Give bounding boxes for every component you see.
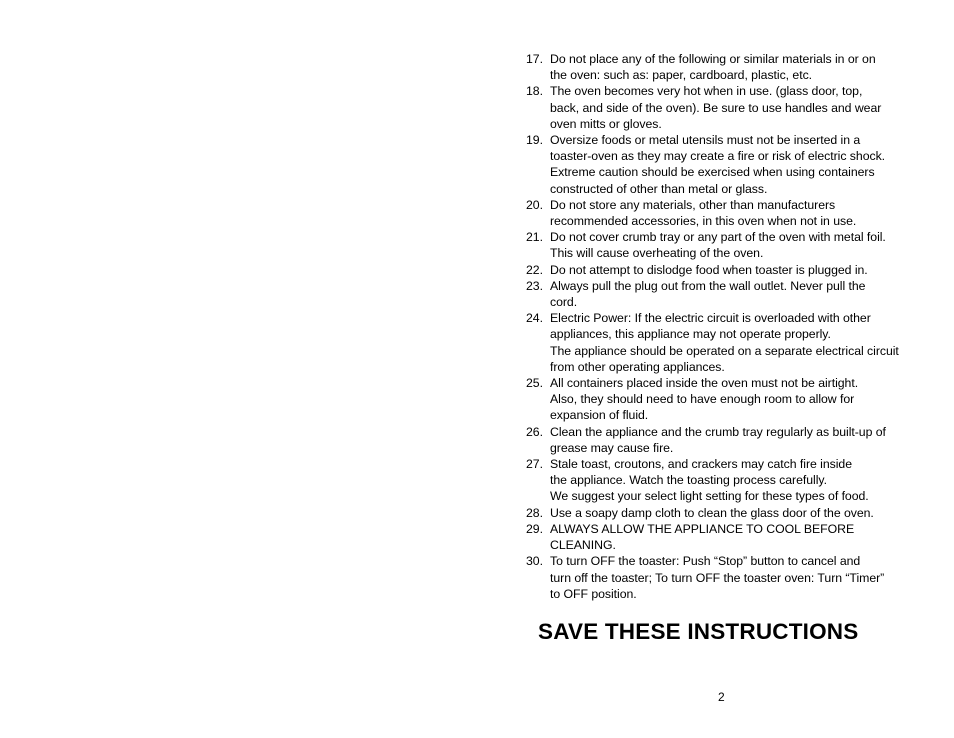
instruction-text-line: constructed of other than metal or glass. <box>550 181 768 196</box>
instruction-item <box>521 375 941 424</box>
instruction-text-line: Do not cover crumb tray or any part of the oven with metal foil. <box>550 230 886 245</box>
instruction-item <box>521 521 941 553</box>
instruction-number: 23. <box>526 278 543 293</box>
instruction-text-line: toaster-oven as they may create a fire or risk of electric shock. <box>550 149 886 164</box>
instruction-item <box>521 278 941 310</box>
instruction-number: 20. <box>526 197 543 212</box>
instruction-text-line: Use a soapy damp cloth to clean the glass door of the oven. <box>550 505 874 520</box>
instruction-text-line: All containers placed inside the oven must not be airtight. <box>550 376 859 391</box>
instruction-text-line: cord. <box>550 295 578 310</box>
instruction-item <box>521 456 941 505</box>
safety-instructions-list <box>521 51 941 602</box>
instruction-text-line: CLEANING. <box>550 538 616 553</box>
instruction-item <box>521 132 941 197</box>
instruction-text-line: Oversize foods or metal utensils must not be inserted in a <box>550 133 861 148</box>
instruction-text-line: ALWAYS ALLOW THE APPLIANCE TO COOL BEFORE <box>550 521 855 536</box>
instruction-item <box>521 262 941 278</box>
instruction-text-line: We suggest your select light setting for these types of food. <box>550 489 869 504</box>
instruction-text-line: grease may cause fire. <box>550 440 674 455</box>
instruction-item <box>521 51 941 83</box>
instruction-text-line: The oven becomes very hot when in use. (glass door, top, <box>550 84 863 99</box>
instruction-text-line: Do not attempt to dislodge food when toaster is plugged in. <box>550 262 868 277</box>
instruction-text-line: Electric Power: If the electric circuit is overloaded with other <box>550 311 871 326</box>
instruction-text-line: Extreme caution should be exercised when using containers <box>550 165 875 180</box>
instruction-text-line: Do not store any materials, other than manufacturers <box>550 197 836 212</box>
instruction-text-line: Stale toast, croutons, and crackers may catch fire inside <box>550 457 852 472</box>
instruction-item <box>521 197 941 229</box>
instruction-number: 17. <box>526 52 543 66</box>
instruction-item <box>521 310 941 375</box>
instruction-text-line: Also, they should need to have enough room to allow for <box>550 392 855 407</box>
page-number: 2 <box>718 690 725 704</box>
instruction-item <box>521 229 941 261</box>
instruction-text-line: appliances, this appliance may not operate properly. <box>550 327 831 342</box>
instruction-text-line: Do not place any of the following or similar materials in or on <box>550 52 876 66</box>
instruction-text-line: the appliance. Watch the toasting process carefully. <box>550 473 827 488</box>
instruction-item <box>521 505 941 521</box>
instruction-number: 25. <box>526 376 543 391</box>
save-instructions-heading: SAVE THESE INSTRUCTIONS <box>538 619 859 644</box>
instruction-text-line: turn off the toaster; To turn OFF the toaster oven: Turn “Timer” <box>550 570 885 585</box>
instruction-text-line: to OFF position. <box>550 586 637 601</box>
instruction-number: 22. <box>526 262 543 277</box>
instruction-number: 18. <box>526 84 543 99</box>
instruction-number: 26. <box>526 424 543 439</box>
instruction-text-line: the oven: such as: paper, cardboard, plastic, etc. <box>550 68 813 83</box>
instruction-number: 28. <box>526 505 543 520</box>
instruction-number: 24. <box>526 311 543 326</box>
instruction-text-line: back, and side of the oven). Be sure to use handles and wear <box>550 100 882 115</box>
instruction-text-line: Always pull the plug out from the wall outlet. Never pull the <box>550 278 866 293</box>
instruction-number: 30. <box>526 554 543 569</box>
instruction-number: 21. <box>526 230 543 245</box>
instruction-number: 29. <box>526 521 543 536</box>
instruction-text-line: expansion of fluid. <box>550 408 649 423</box>
instruction-number: 27. <box>526 457 543 472</box>
instruction-text-line: Clean the appliance and the crumb tray regularly as built-up of <box>550 424 886 439</box>
instruction-text-line: from other operating appliances. <box>550 359 725 374</box>
instruction-item <box>521 83 941 132</box>
instruction-item <box>521 553 941 602</box>
instruction-text-line: To turn OFF the toaster: Push “Stop” button to cancel and <box>550 554 861 569</box>
instruction-text-line: oven mitts or gloves. <box>550 116 662 131</box>
instruction-text-line: The appliance should be operated on a separate electrical circuit <box>550 343 899 358</box>
instruction-number: 19. <box>526 133 543 148</box>
instruction-text-line: recommended accessories, in this oven when not in use. <box>550 214 857 229</box>
instructions-section <box>521 51 941 602</box>
instruction-item <box>521 424 941 456</box>
instruction-text-line: This will cause overheating of the oven. <box>550 246 764 261</box>
